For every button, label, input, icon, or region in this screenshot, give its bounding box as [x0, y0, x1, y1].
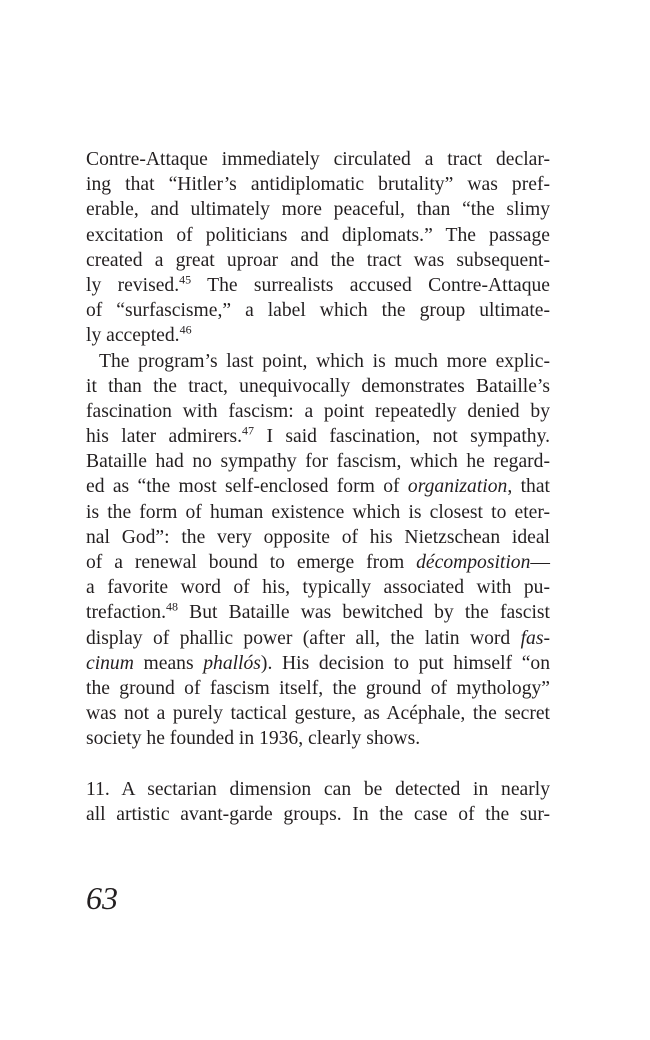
text-segment: ). His decision to put himself “on [260, 652, 550, 674]
text-line [86, 323, 550, 348]
body-text [86, 147, 550, 827]
text-segment: ly accepted. [86, 325, 180, 347]
text-segment: , that [507, 476, 550, 498]
italic-text: organization [407, 476, 508, 498]
text-segment: is the form of human existence which is closest to eter- [86, 501, 550, 523]
text-line [86, 399, 550, 424]
text-segment: nal God”: the very opposite of his Nietzschean ideal [86, 526, 550, 548]
text-segment: a favorite word of his, typically associated with pu- [86, 577, 550, 599]
text-line [86, 575, 550, 600]
text-segment: of “surfascisme,” a label which the group ultimate- [86, 300, 550, 322]
text-line [86, 726, 550, 751]
text-segment: means [133, 652, 204, 674]
text-segment: was not a purely tactical gesture, as Acéphale, the secret [86, 703, 550, 725]
text-segment: Contre-Attaque immediately circulated a tract declar- [86, 149, 550, 170]
text-segment: — [530, 552, 550, 573]
text-segment: society he founded in 1936, clearly shows. [86, 728, 421, 750]
text-line [86, 273, 550, 298]
text-line [86, 248, 550, 273]
footnote-marker[interactable]: 47 [242, 423, 254, 438]
text-segment: excitation of politicians and diplomats.” The passage [86, 224, 550, 246]
text-line [86, 223, 550, 248]
text-segment: trefaction. [86, 602, 166, 624]
text-line [86, 600, 550, 625]
text-line [86, 626, 550, 651]
text-line [86, 449, 550, 474]
italic-text: fas- [520, 627, 550, 649]
text-line [86, 197, 550, 222]
text-segment: ly revised. [86, 274, 180, 296]
text-line [86, 525, 550, 550]
page-number: 63 [86, 880, 118, 916]
text-segment: But Bataille was bewitched by the fascist [177, 602, 550, 624]
italic-text: cinum [86, 652, 134, 674]
text-line [86, 298, 550, 323]
text-segment: The surrealists accused Contre-Attaque [191, 274, 550, 296]
text-segment: display of phallic power (after all, the latin word [86, 627, 521, 649]
text-segment: ed as “the most self-enclosed form of [86, 476, 408, 498]
text-line [86, 474, 550, 499]
text-segment: his later admirers. [86, 426, 242, 448]
italic-text: phallós [203, 652, 261, 674]
text-line [86, 147, 550, 172]
text-segment: I said fascination, not sympathy. [254, 426, 550, 448]
text-line [86, 349, 550, 374]
text-line [86, 374, 550, 399]
text-segment: it than the tract, unequivocally demonstrates Bataille’s [86, 375, 550, 397]
text-segment: the ground of fascism itself, the ground of mythology” [86, 677, 550, 699]
text-line [86, 701, 550, 726]
footnote-marker[interactable]: 46 [179, 322, 192, 337]
text-line [86, 550, 550, 575]
text-segment: 11. A sectarian dimension can be detected in nearly [86, 778, 550, 800]
text-line [86, 424, 550, 449]
text-segment: all artistic avant-garde groups. In the case of the sur- [86, 803, 550, 825]
text-line [86, 651, 550, 676]
text-line [86, 802, 550, 827]
text-line [86, 172, 550, 197]
italic-text: décomposition [416, 552, 531, 573]
text-segment: The program’s last point, which is much more explic- [99, 350, 550, 372]
text-segment: ing that “Hitler’s antidiplomatic brutality” was pref- [86, 174, 550, 196]
text-segment: Bataille had no sympathy for fascism, which he regard- [86, 451, 550, 473]
footnote-marker[interactable]: 45 [179, 272, 192, 287]
text-segment: erable, and ultimately more peaceful, than “the slimy [86, 199, 550, 221]
text-segment: created a great uproar and the tract was subsequent- [86, 249, 550, 271]
text-segment: of a renewal bound to emerge from [86, 552, 417, 573]
footnote-marker[interactable]: 48 [165, 599, 178, 614]
text-line [86, 777, 550, 802]
text-segment: fascination with fascism: a point repeatedly denied by [86, 400, 550, 422]
text-line [86, 500, 550, 525]
text-line [86, 676, 550, 701]
